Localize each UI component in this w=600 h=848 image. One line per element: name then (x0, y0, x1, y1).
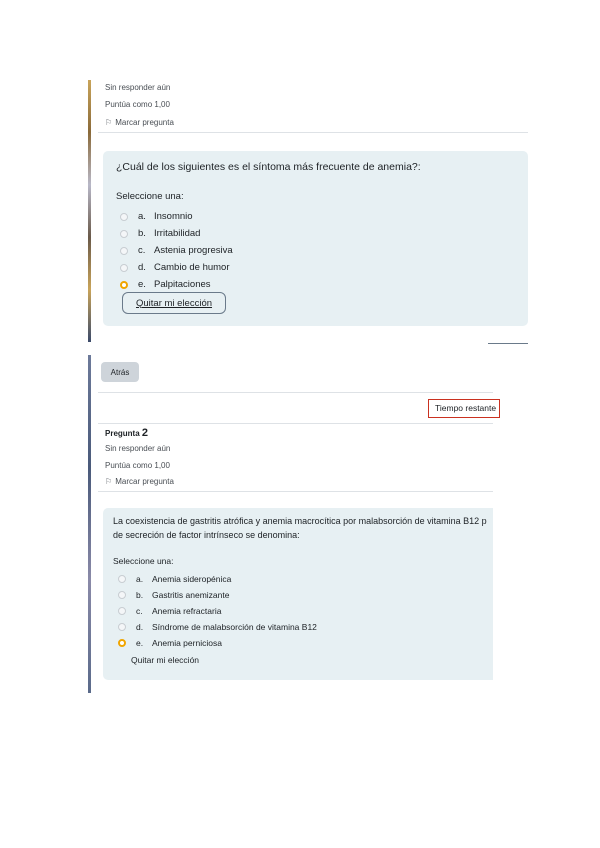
q2-option-d[interactable] (118, 622, 317, 632)
q1-option-d[interactable] (120, 262, 230, 273)
q1-status: Sin responder aún (105, 83, 171, 92)
radio-button-selected[interactable] (120, 281, 128, 289)
option-label: Cambio de humor (154, 262, 230, 273)
q2-points: Puntúa como 1,00 (105, 461, 170, 470)
option-letter: d. (138, 262, 146, 273)
divider (98, 392, 493, 393)
divider (488, 343, 528, 344)
option-letter: d. (136, 622, 144, 632)
option-letter: e. (136, 638, 144, 648)
option-label: Gastritis anemizante (152, 590, 230, 600)
radio-button[interactable] (118, 607, 126, 615)
q2-heading-label: Pregunta (105, 429, 140, 438)
left-edge-strip (88, 355, 91, 693)
q2-option-a[interactable] (118, 574, 231, 584)
option-label: Anemia refractaria (152, 606, 222, 616)
q2-prompt: Seleccione una: (113, 556, 174, 566)
option-letter: a. (136, 574, 144, 584)
option-label: Irritabilidad (154, 228, 201, 239)
q1-clear-choice-link[interactable]: Quitar mi elección (122, 292, 226, 314)
left-edge-strip (88, 80, 91, 342)
option-letter: c. (138, 245, 146, 256)
q1-option-a[interactable] (120, 211, 193, 222)
q1-option-b[interactable] (120, 228, 200, 239)
q1-option-c[interactable] (120, 245, 233, 256)
q1-points: Puntúa como 1,00 (105, 100, 170, 109)
q2-question-text-line1: La coexistencia de gastritis atrófica y anemia macrocítica por malabsorción de vitamina B12 p (113, 516, 487, 526)
q2-heading (105, 427, 148, 439)
flag-icon: ⚐ (105, 477, 113, 486)
radio-button[interactable] (120, 264, 128, 272)
q2-option-c[interactable] (118, 606, 221, 616)
option-letter: c. (136, 606, 143, 616)
q2-option-b[interactable] (118, 590, 229, 600)
q1-prompt: Seleccione una: (116, 191, 184, 202)
q1-option-e[interactable] (120, 279, 211, 290)
q1-flag-label: Marcar pregunta (115, 118, 174, 127)
q2-flag-label: Marcar pregunta (115, 477, 174, 486)
option-letter: b. (136, 590, 144, 600)
option-label: Insomnio (154, 211, 193, 222)
back-button[interactable]: Atrás (101, 362, 139, 382)
option-label: Anemia sideropénica (152, 574, 232, 584)
option-letter: b. (138, 228, 146, 239)
option-letter: a. (138, 211, 146, 222)
q1-question-text: ¿Cuál de los siguientes es el síntoma más frecuente de anemia?: (116, 161, 421, 173)
option-label: Astenia progresiva (154, 245, 233, 256)
flag-icon: ⚐ (105, 118, 113, 127)
q2-option-e[interactable] (118, 638, 222, 648)
radio-button[interactable] (120, 230, 128, 238)
radio-button[interactable] (118, 575, 126, 583)
option-letter: e. (138, 279, 146, 290)
q2-number: 2 (141, 427, 149, 439)
time-remaining-box: Tiempo restante (428, 399, 500, 418)
q1-flag-question[interactable] (105, 117, 174, 129)
divider (98, 423, 493, 424)
q2-status: Sin responder aún (105, 444, 171, 453)
q2-clear-choice-link[interactable]: Quitar mi elección (131, 655, 200, 665)
radio-button[interactable] (120, 247, 128, 255)
radio-button[interactable] (120, 213, 128, 221)
radio-button[interactable] (118, 591, 126, 599)
radio-button[interactable] (118, 623, 126, 631)
divider (98, 491, 493, 492)
q2-question-text-line2: de secreción de factor intrínseco se denomina: (113, 530, 300, 540)
radio-button-selected[interactable] (118, 639, 126, 647)
divider (98, 132, 528, 133)
q2-flag-question[interactable] (105, 476, 174, 488)
option-label: Palpitaciones (154, 279, 211, 290)
option-label: Síndrome de malabsorción de vitamina B12 (152, 622, 317, 632)
option-label: Anemia perniciosa (152, 638, 222, 648)
